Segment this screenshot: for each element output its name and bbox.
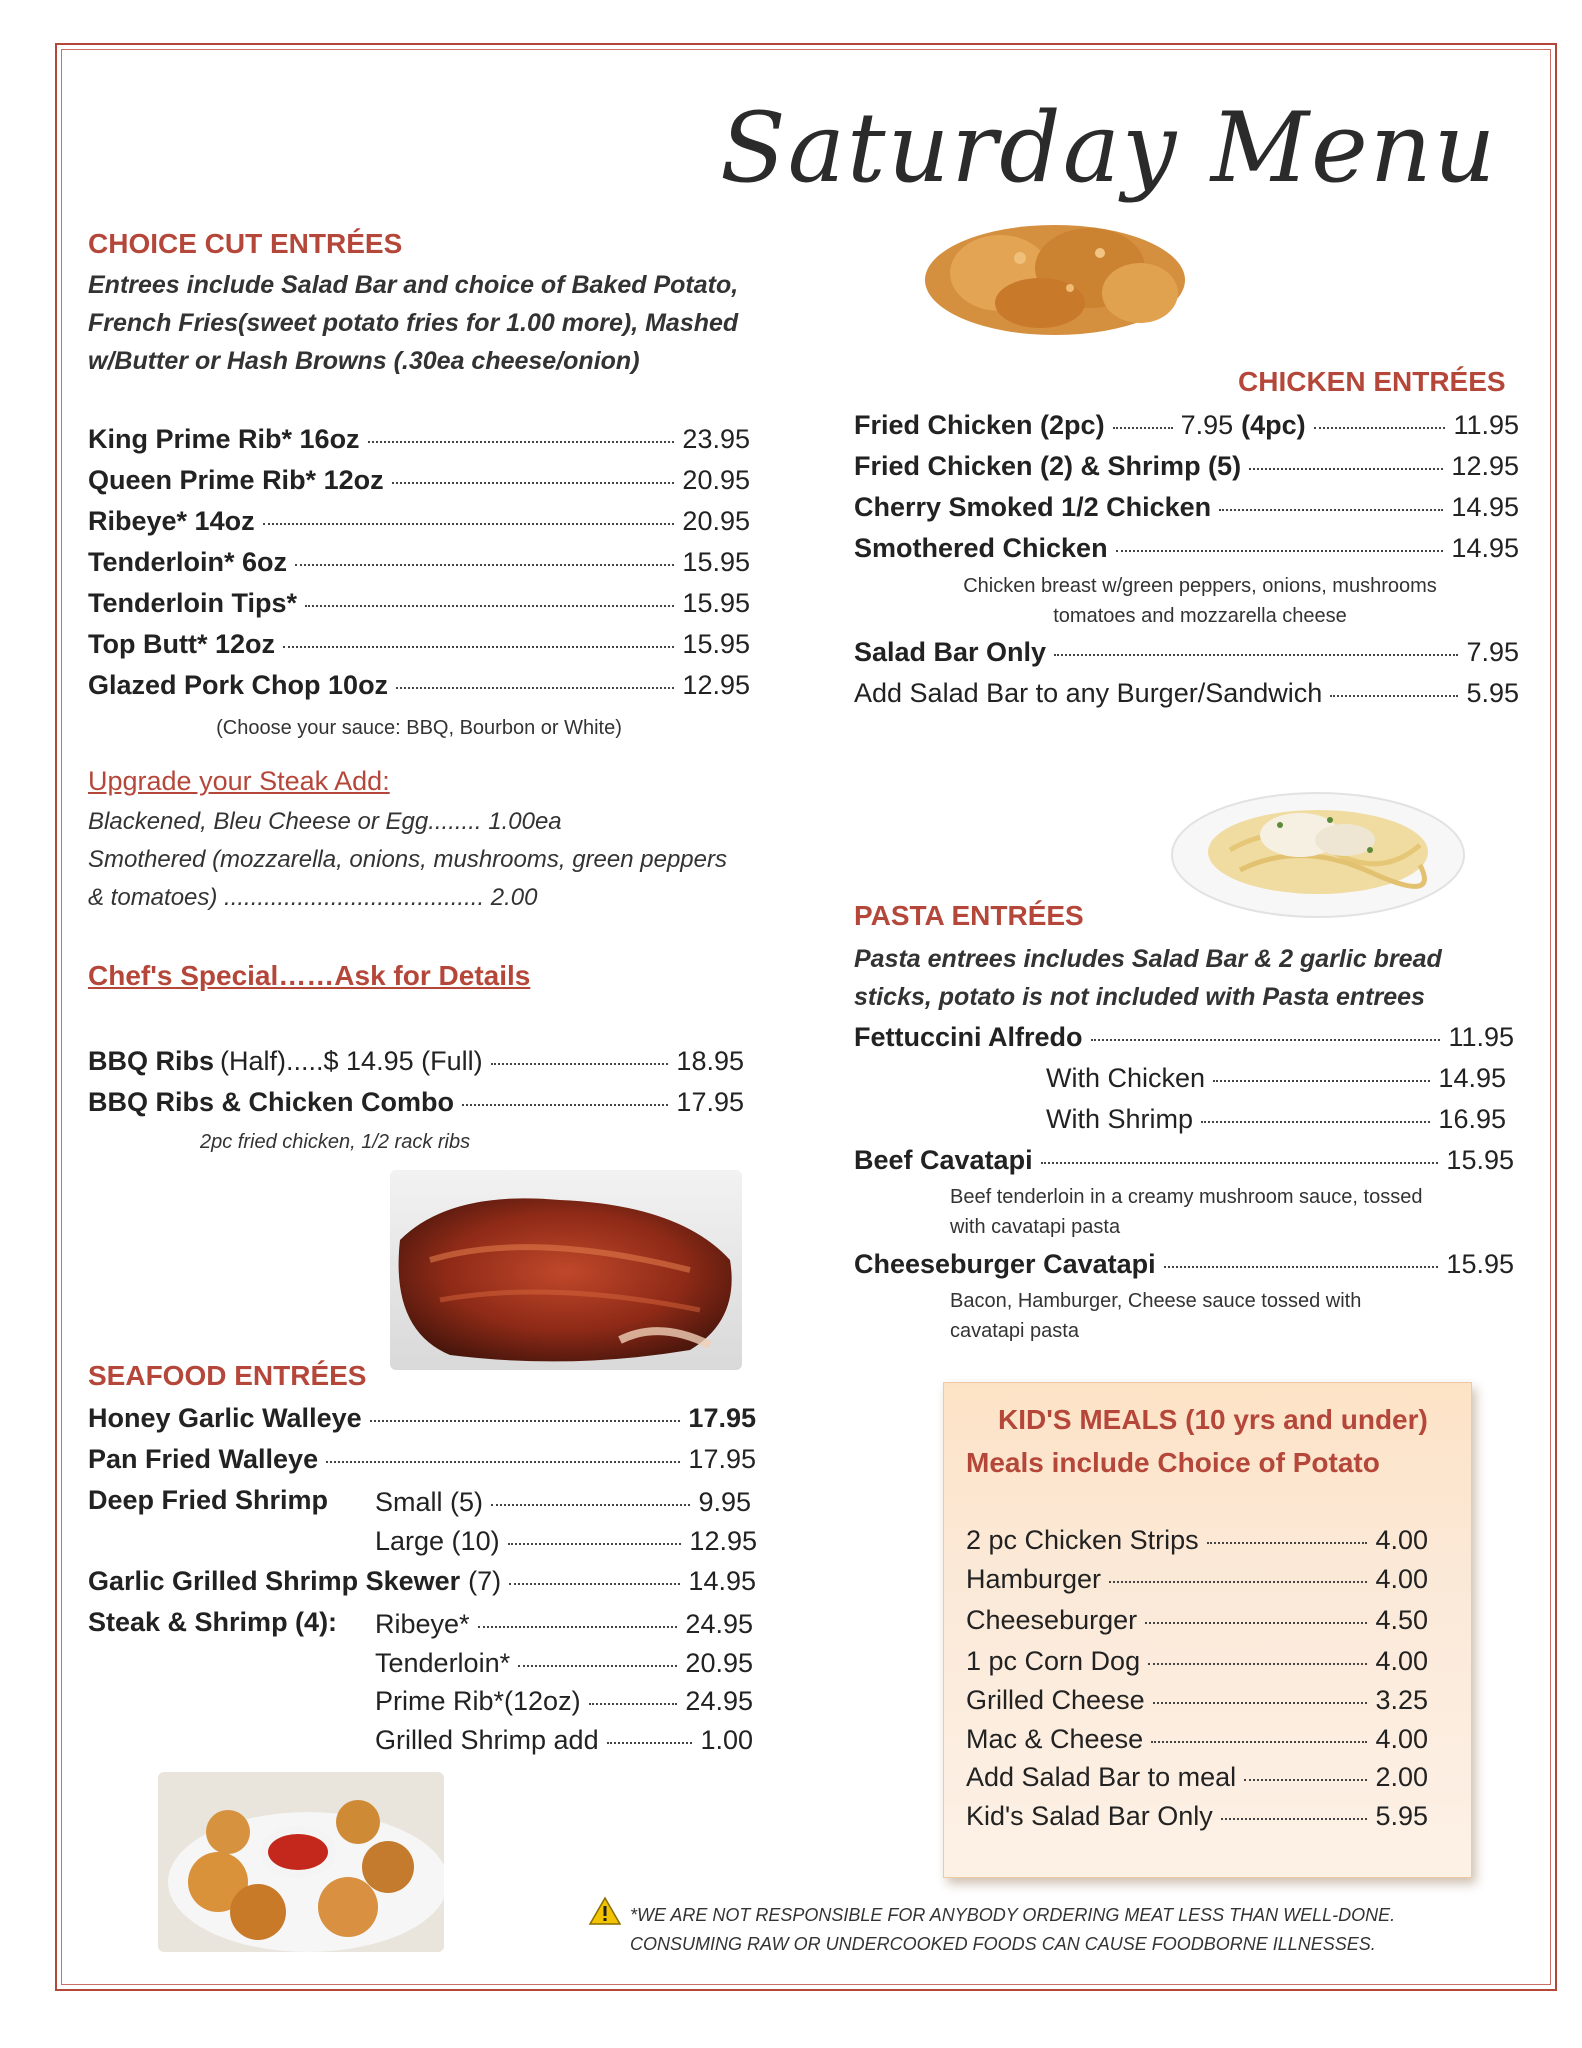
menu-item: With Shrimp 16.95 xyxy=(1046,1104,1506,1134)
warning-triangle-icon xyxy=(588,1896,622,1926)
kids-menu-item: Mac & Cheese 4.00 xyxy=(966,1724,1428,1754)
menu-item: Smothered Chicken 14.95 xyxy=(854,533,1519,563)
menu-item: Grilled Shrimp add 1.00 xyxy=(375,1725,753,1755)
menu-item: Prime Rib*(12oz) 24.95 xyxy=(375,1686,753,1716)
menu-item: Cherry Smoked 1/2 Chicken 14.95 xyxy=(854,492,1519,522)
kids-menu-item: 1 pc Corn Dog 4.00 xyxy=(966,1646,1428,1676)
menu-item: BBQ Ribs (Half).....$ 14.95 (Full) 18.95 xyxy=(88,1046,744,1076)
kids-menu-item: 2 pc Chicken Strips 4.00 xyxy=(966,1525,1428,1555)
upgrade-heading: Upgrade your Steak Add: xyxy=(88,766,390,796)
menu-item: Beef Cavatapi 15.95 xyxy=(854,1145,1514,1175)
menu-item: Small (5) 9.95 xyxy=(375,1487,751,1517)
kids-meals-heading: KID'S MEALS (10 yrs and under) xyxy=(998,1404,1428,1435)
upgrade-line: Blackened, Bleu Cheese or Egg........ 1.00ea xyxy=(88,808,562,835)
upgrade-line: Smothered (mozzarella, onions, mushrooms, green peppers xyxy=(88,846,727,873)
combo-note: 2pc fried chicken, 1/2 rack ribs xyxy=(200,1131,471,1153)
menu-item: Queen Prime Rib* 12oz 20.95 xyxy=(88,465,750,495)
menu-item: Add Salad Bar to any Burger/Sandwich 5.95 xyxy=(854,678,1519,708)
pasta-description: Pasta entrees includes Salad Bar & 2 garlic bread sticks, potato is not included with Pasta entrees xyxy=(854,945,1442,1011)
chicken-heading: CHICKEN ENTRÉES xyxy=(1238,366,1506,397)
beef-cavatapi-note: Beef tenderloin in a creamy mushroom sauce, tossed with cavatapi pasta xyxy=(950,1186,1423,1238)
kids-menu-item: Grilled Cheese 3.25 xyxy=(966,1685,1428,1715)
fried-shrimp-photo xyxy=(158,1772,444,1952)
pasta-heading: PASTA ENTRÉES xyxy=(854,900,1084,931)
kids-menu-item: Cheeseburger 4.50 xyxy=(966,1605,1428,1635)
menu-item: Salad Bar Only 7.95 xyxy=(854,637,1519,667)
menu-item: Tenderloin* 20.95 xyxy=(375,1648,753,1678)
menu-item: Ribeye* 24.95 xyxy=(375,1609,753,1639)
fried-chicken-photo xyxy=(920,218,1190,338)
menu-item: Tenderloin Tips* 15.95 xyxy=(88,588,750,618)
menu-title: Saturday Menu xyxy=(720,92,1498,204)
menu-item: Fried Chicken (2pc) 7.95 (4pc) 11.95 xyxy=(854,410,1519,440)
menu-item: Garlic Grilled Shrimp Skewer (7) 14.95 xyxy=(88,1566,756,1596)
menu-item: BBQ Ribs & Chicken Combo 17.95 xyxy=(88,1087,744,1117)
menu-item: Deep Fried Shrimp xyxy=(88,1485,329,1515)
kids-menu-item: Add Salad Bar to meal 2.00 xyxy=(966,1762,1428,1792)
menu-item: Glazed Pork Chop 10oz 12.95 xyxy=(88,670,750,700)
chefs-special: Chef's Special……Ask for Details xyxy=(88,960,531,991)
choice-cut-heading: CHOICE CUT ENTRÉES xyxy=(88,228,403,259)
sauce-note: (Choose your sauce: BBQ, Bourbon or White) xyxy=(216,717,622,739)
choice-cut-description: Entrees include Salad Bar and choice of Baked Potato, French Fries(sweet potato fries for 1.00 more), Mashed w/Butter or Hash Browns (.30ea cheese/onion) xyxy=(88,271,739,375)
menu-item: Cheeseburger Cavatapi 15.95 xyxy=(854,1249,1514,1279)
kids-meals-subheading: Meals include Choice of Potato xyxy=(966,1447,1380,1478)
menu-item: Pan Fried Walleye 17.95 xyxy=(88,1444,756,1474)
menu-item: Tenderloin* 6oz 15.95 xyxy=(88,547,750,577)
menu-item: King Prime Rib* 16oz 23.95 xyxy=(88,424,750,454)
menu-item: Honey Garlic Walleye 17.95 xyxy=(88,1403,756,1433)
menu-item: Fried Chicken (2) & Shrimp (5) 12.95 xyxy=(854,451,1519,481)
warning-text-line2: CONSUMING RAW OR UNDERCOOKED FOODS CAN CAUSE FOODBORNE ILLNESSES. xyxy=(630,1934,1376,1954)
menu-item: Fettuccini Alfredo 11.95 xyxy=(854,1022,1514,1052)
upgrade-line: & tomatoes) ....................................... 2.00 xyxy=(88,884,538,911)
pasta-photo xyxy=(1170,780,1466,920)
seafood-heading: SEAFOOD ENTRÉES xyxy=(88,1360,367,1391)
kids-menu-item: Hamburger 4.00 xyxy=(966,1564,1428,1594)
menu-item: Large (10) 12.95 xyxy=(375,1526,757,1556)
smothered-note: Chicken breast w/green peppers, onions, mushrooms tomatoes and mozzarella cheese xyxy=(963,575,1437,627)
menu-item: Steak & Shrimp (4): xyxy=(88,1607,338,1637)
kids-menu-item: Kid's Salad Bar Only 5.95 xyxy=(966,1801,1428,1831)
ribs-photo xyxy=(390,1170,742,1370)
warning-text-line1: *WE ARE NOT RESPONSIBLE FOR ANYBODY ORDERING MEAT LESS THAN WELL-DONE. xyxy=(630,1905,1396,1925)
menu-item: Ribeye* 14oz 20.95 xyxy=(88,506,750,536)
menu-item: With Chicken 14.95 xyxy=(1046,1063,1506,1093)
menu-item: Top Butt* 12oz 15.95 xyxy=(88,629,750,659)
cheeseburger-cavatapi-note: Bacon, Hamburger, Cheese sauce tossed with cavatapi pasta xyxy=(950,1290,1362,1342)
